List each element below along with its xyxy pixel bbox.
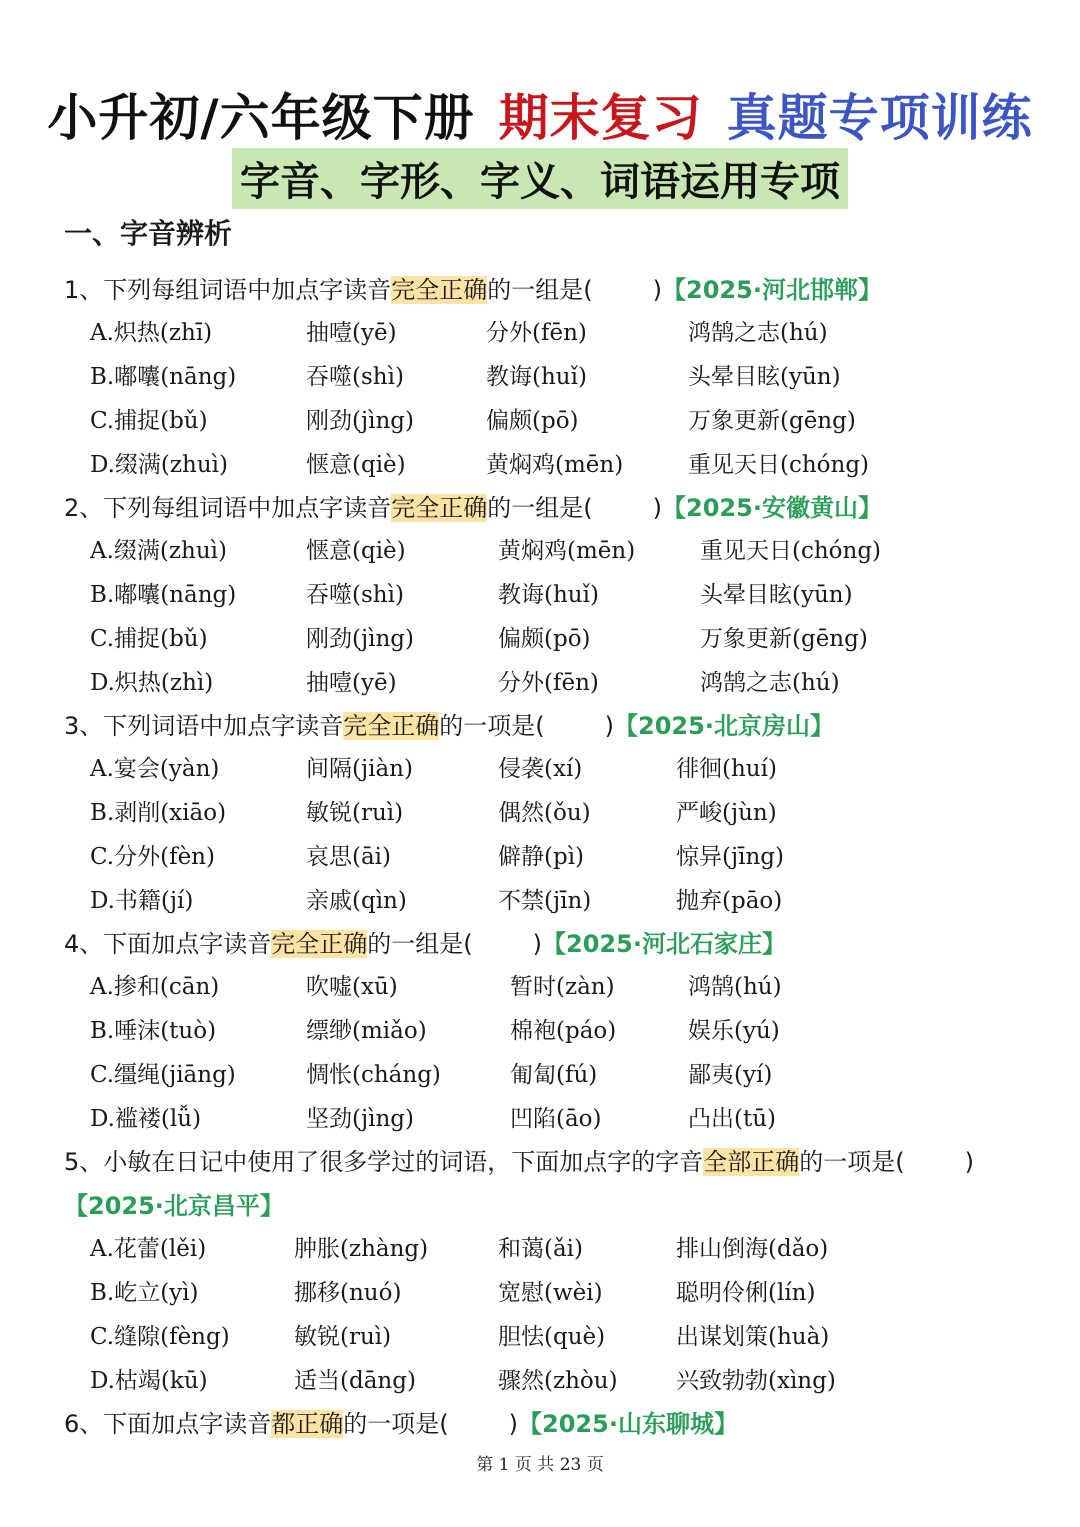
question-4-stem-end: 的一组是( bbox=[367, 930, 473, 958]
question-5-stem: 5、小敏在日记中使用了很多学过的词语，下面加点字的字音 bbox=[64, 1148, 704, 1176]
question-2 bbox=[64, 488, 882, 523]
option-item: 宽慰(wèi) bbox=[498, 1280, 603, 1306]
option-item: C.缝隙(fèng) bbox=[90, 1324, 230, 1350]
question-1-stem: 1、下列每组词语中加点字读音 bbox=[64, 276, 392, 304]
option-item: 兴致勃勃(xìng) bbox=[676, 1368, 836, 1394]
option-item: D.枯竭(kū) bbox=[90, 1368, 208, 1394]
option-item: 敏锐(ruì) bbox=[306, 800, 404, 826]
option-item: 鸿鹄之志(hú) bbox=[700, 670, 840, 696]
option-item: 鸿鹄之志(hú) bbox=[688, 320, 828, 346]
option-item: 凹陷(āo) bbox=[510, 1106, 602, 1132]
option-item: 骤然(zhòu) bbox=[498, 1368, 618, 1394]
option-item: 僻静(pì) bbox=[498, 844, 585, 870]
question-4-source: 【2025·河北石家庄】 bbox=[542, 930, 786, 958]
option-item: 抛弃(pāo) bbox=[676, 888, 783, 914]
question-2-stem: 2、下列每组词语中加点字读音 bbox=[64, 494, 392, 522]
question-3-close: ) bbox=[604, 712, 615, 740]
option-item: B.嘟囔(nāng) bbox=[90, 582, 237, 608]
option-item: 亲戚(qìn) bbox=[306, 888, 407, 914]
option-item: D.炽热(zhì) bbox=[90, 670, 214, 696]
question-4-highlight: 完全正确 bbox=[271, 930, 368, 958]
question-2-source: 【2025·安徽黄山】 bbox=[662, 494, 882, 522]
option-item: 黄焖鸡(mēn) bbox=[486, 452, 624, 478]
question-1-close: ) bbox=[652, 276, 663, 304]
subtitle: 字音、字形、字义、词语运用专项 bbox=[232, 148, 848, 209]
option-item: D.缀满(zhuì) bbox=[90, 452, 228, 478]
option-item: 分外(fēn) bbox=[486, 320, 587, 346]
option-item: 间隔(jiàn) bbox=[306, 756, 413, 782]
question-1-source: 【2025·河北邯郸】 bbox=[662, 276, 882, 304]
question-6 bbox=[64, 1404, 738, 1439]
option-item: 胆怯(què) bbox=[498, 1324, 606, 1350]
option-item: 分外(fēn) bbox=[498, 670, 599, 696]
title-part-1: 小升初/六年级下册 bbox=[47, 89, 475, 147]
option-item: A.缀满(zhuì) bbox=[90, 538, 227, 564]
question-5-source: 【2025·北京昌平】 bbox=[64, 1192, 284, 1220]
option-item: 棉袍(páo) bbox=[510, 1018, 617, 1044]
option-item: 吞噬(shì) bbox=[306, 364, 404, 390]
question-4-stem: 4、下面加点字读音 bbox=[64, 930, 272, 958]
question-3-stem-end: 的一项是( bbox=[439, 712, 545, 740]
option-item: 徘徊(huí) bbox=[676, 756, 777, 782]
option-item: 坚劲(jìng) bbox=[306, 1106, 414, 1132]
question-6-stem-end: 的一项是( bbox=[343, 1410, 449, 1438]
option-item: 鄙夷(yí) bbox=[688, 1062, 773, 1088]
option-item: 教诲(huǐ) bbox=[498, 582, 599, 608]
question-5-stem-end: 的一项是( bbox=[799, 1148, 905, 1176]
option-item: 吞噬(shì) bbox=[306, 582, 404, 608]
option-item: 排山倒海(dǎo) bbox=[676, 1236, 829, 1262]
option-item: D.书籍(jí) bbox=[90, 888, 194, 914]
option-item: A.炽热(zhī) bbox=[90, 320, 213, 346]
option-item: 头晕目眩(yūn) bbox=[688, 364, 841, 390]
page-title bbox=[0, 78, 1080, 150]
question-3-highlight: 完全正确 bbox=[343, 712, 440, 740]
question-5-highlight: 全部正确 bbox=[703, 1148, 800, 1176]
option-item: 惬意(qiè) bbox=[306, 538, 406, 564]
title-part-2: 期末复习 bbox=[498, 89, 703, 147]
option-item: B.唾沫(tuò) bbox=[90, 1018, 217, 1044]
option-item: 惊异(jīng) bbox=[676, 844, 784, 870]
question-3-source: 【2025·北京房山】 bbox=[614, 712, 834, 740]
question-3 bbox=[64, 706, 834, 741]
title-part-3: 真题专项训练 bbox=[726, 89, 1033, 147]
option-item: 万象更新(gēng) bbox=[700, 626, 868, 652]
option-item: C.分外(fèn) bbox=[90, 844, 215, 870]
question-1-highlight: 完全正确 bbox=[391, 276, 488, 304]
question-5-source-line bbox=[64, 1186, 284, 1221]
option-item: 挪移(nuó) bbox=[294, 1280, 402, 1306]
option-item: 暂时(zàn) bbox=[510, 974, 615, 1000]
option-item: 头晕目眩(yūn) bbox=[700, 582, 853, 608]
option-item: 不禁(jīn) bbox=[498, 888, 592, 914]
question-6-close: ) bbox=[508, 1410, 519, 1438]
question-2-highlight: 完全正确 bbox=[391, 494, 488, 522]
option-item: 黄焖鸡(mēn) bbox=[498, 538, 636, 564]
question-4 bbox=[64, 924, 786, 959]
option-item: 偏颇(pō) bbox=[498, 626, 591, 652]
option-item: 娱乐(yú) bbox=[688, 1018, 780, 1044]
option-item: 出谋划策(huà) bbox=[676, 1324, 830, 1350]
question-1-stem-end: 的一组是( bbox=[487, 276, 593, 304]
option-item: 和蔼(ǎi) bbox=[498, 1236, 584, 1262]
option-item: D.褴褛(lǚ) bbox=[90, 1106, 202, 1132]
question-2-close: ) bbox=[652, 494, 663, 522]
question-5 bbox=[64, 1142, 974, 1177]
option-item: 刚劲(jìng) bbox=[306, 408, 414, 434]
option-item: A.宴会(yàn) bbox=[90, 756, 220, 782]
option-item: 肿胀(zhàng) bbox=[294, 1236, 429, 1262]
question-2-stem-end: 的一组是( bbox=[487, 494, 593, 522]
option-item: 惆怅(cháng) bbox=[306, 1062, 441, 1088]
option-item: A.掺和(cān) bbox=[90, 974, 220, 1000]
option-item: 严峻(jùn) bbox=[676, 800, 777, 826]
option-item: 鸿鹄(hú) bbox=[688, 974, 782, 1000]
question-3-stem: 3、下列词语中加点字读音 bbox=[64, 712, 344, 740]
option-item: 重见天日(chóng) bbox=[688, 452, 870, 478]
option-item: 偏颇(pō) bbox=[486, 408, 579, 434]
section-heading: 一、字音辨析 bbox=[64, 217, 233, 250]
option-item: 教诲(huǐ) bbox=[486, 364, 587, 390]
question-6-stem: 6、下面加点字读音 bbox=[64, 1410, 272, 1438]
option-item: 抽噎(yē) bbox=[306, 320, 397, 346]
option-item: 适当(dāng) bbox=[294, 1368, 416, 1394]
option-item: A.花蕾(lěi) bbox=[90, 1236, 207, 1262]
question-1 bbox=[64, 270, 882, 305]
option-item: 万象更新(gēng) bbox=[688, 408, 856, 434]
question-6-source: 【2025·山东聊城】 bbox=[518, 1410, 738, 1438]
question-4-close: ) bbox=[532, 930, 543, 958]
question-5-close: ) bbox=[964, 1148, 975, 1176]
option-item: B.屹立(yì) bbox=[90, 1280, 199, 1306]
option-item: C.缰绳(jiāng) bbox=[90, 1062, 236, 1088]
option-item: C.捕捉(bǔ) bbox=[90, 408, 208, 434]
option-item: B.剥削(xiāo) bbox=[90, 800, 227, 826]
option-item: 匍匐(fú) bbox=[510, 1062, 598, 1088]
question-6-highlight: 都正确 bbox=[271, 1410, 344, 1438]
option-item: 吹嘘(xū) bbox=[306, 974, 398, 1000]
option-item: 侵袭(xí) bbox=[498, 756, 583, 782]
option-item: C.捕捉(bǔ) bbox=[90, 626, 208, 652]
option-item: 哀思(āi) bbox=[306, 844, 392, 870]
page-number: 第 1 页 共 23 页 bbox=[476, 1455, 604, 1475]
option-item: 缥缈(miǎo) bbox=[306, 1018, 427, 1044]
option-item: 刚劲(jìng) bbox=[306, 626, 414, 652]
option-item: 惬意(qiè) bbox=[306, 452, 406, 478]
option-item: 敏锐(ruì) bbox=[294, 1324, 392, 1350]
option-item: B.嘟囔(nāng) bbox=[90, 364, 237, 390]
option-item: 偶然(ǒu) bbox=[498, 800, 591, 826]
option-item: 重见天日(chóng) bbox=[700, 538, 882, 564]
option-item: 聪明伶俐(lín) bbox=[676, 1280, 816, 1306]
option-item: 凸出(tū) bbox=[688, 1106, 777, 1132]
option-item: 抽噎(yē) bbox=[306, 670, 397, 696]
